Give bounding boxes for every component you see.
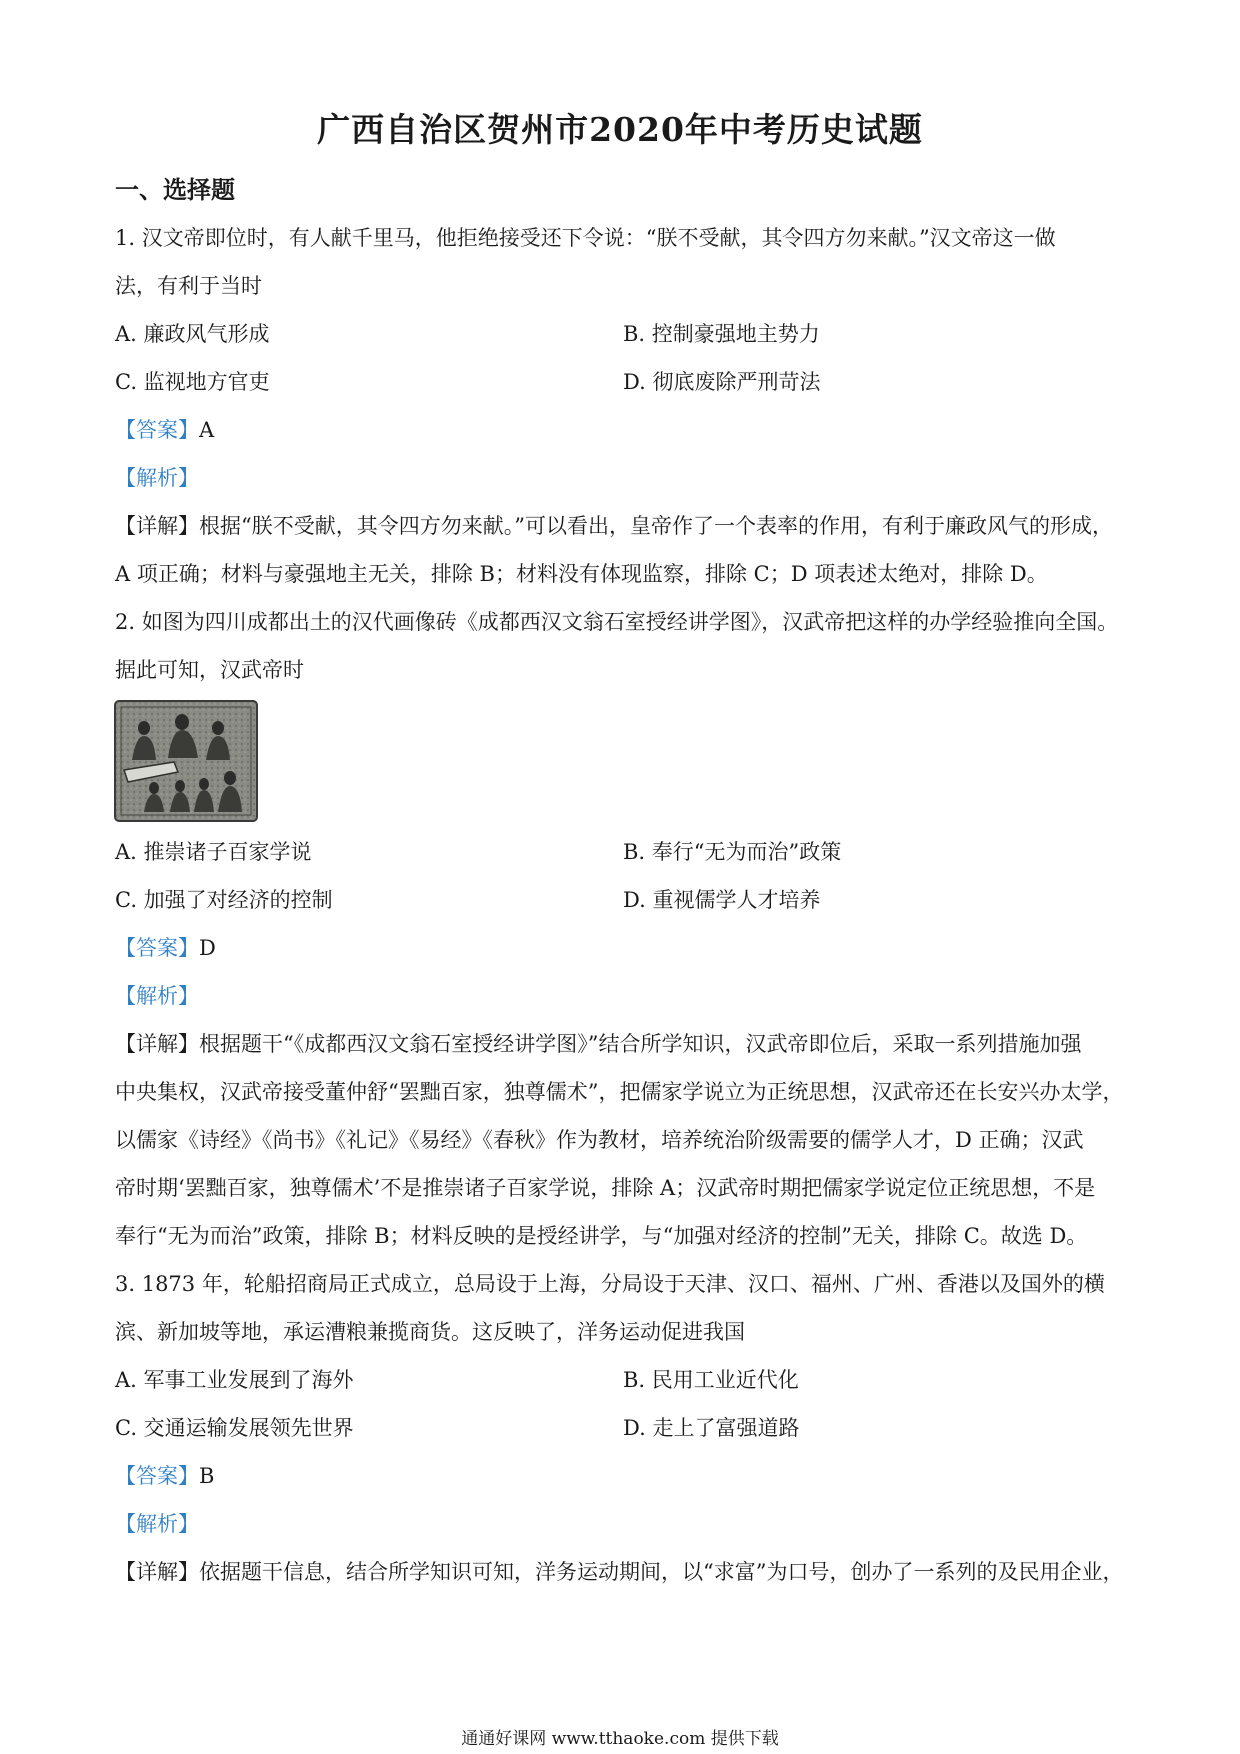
q3-stem-line-1: 3. 1873 年，轮船招商局正式成立，总局设于上海，分局设于天津、汉口、福州、广州、香港以及国外的横 <box>115 1272 1105 1296</box>
q2-option-a: A. 推崇诸子百家学说 <box>115 840 312 864</box>
analysis-tag: 【解析】 <box>115 984 199 1008</box>
detail-tag: 【详解】 <box>115 514 199 538</box>
q2-analysis-heading <box>115 980 199 1010</box>
answer-tag: 【答案】 <box>115 1464 199 1488</box>
q2-detail-line-1 <box>115 1028 1081 1058</box>
q2-stem-line-1: 2. 如图为四川成都出土的汉代画像砖《成都西汉文翁石室授经讲学图》，汉武帝把这样的办学经验推向全国。 <box>115 610 1119 634</box>
q1-option-b: B. 控制豪强地主势力 <box>623 322 820 346</box>
q2-detail-line-2: 中央集权，汉武帝接受董仲舒“罢黜百家，独尊儒术”，把儒家学说立为正统思想，汉武帝还在长安兴办太学， <box>115 1080 1124 1104</box>
q1-option-c: C. 监视地方官吏 <box>115 370 270 394</box>
q3-option-d: D. 走上了富强道路 <box>623 1416 800 1440</box>
q3-answer <box>115 1460 214 1490</box>
analysis-tag: 【解析】 <box>115 1512 199 1536</box>
q2-detail-line-5: 奉行“无为而治”政策，排除 B；材料反映的是授经讲学，与“加强对经济的控制”无关，排除 C。故选 D。 <box>115 1224 1088 1248</box>
answer-tag: 【答案】 <box>115 418 199 442</box>
q1-detail-line-2: A 项正确；材料与豪强地主无关，排除 B；材料没有体现监察，排除 C；D 项表述太绝对，排除 D。 <box>115 562 1048 586</box>
q1-stem-line-2: 法，有利于当时 <box>115 274 262 298</box>
q1-answer <box>115 414 214 444</box>
q1-option-a: A. 廉政风气形成 <box>115 322 270 346</box>
q1-stem-line-1: 1. 汉文帝即位时，有人献千里马，他拒绝接受还下令说：“朕不受献，其令四方勿来献。”汉文帝这一做 <box>115 226 1056 250</box>
detail-tag: 【详解】 <box>115 1032 199 1056</box>
q2-option-c: C. 加强了对经济的控制 <box>115 888 333 912</box>
q2-option-b: B. 奉行“无为而治”政策 <box>623 840 842 864</box>
answer-tag: 【答案】 <box>115 936 199 960</box>
answer-value: B <box>199 1464 215 1488</box>
analysis-tag: 【解析】 <box>115 466 199 490</box>
q3-option-b: B. 民用工业近代化 <box>623 1368 799 1392</box>
footer-source: 通通好课网 www.tthaoke.com 提供下载 <box>461 1729 779 1749</box>
q3-analysis-heading <box>115 1508 199 1538</box>
section-heading: 一、选择题 <box>115 175 235 204</box>
q2-stem-line-2: 据此可知，汉武帝时 <box>115 658 304 682</box>
detail-text: 根据题干“《成都西汉文翁石室授经讲学图》”结合所学知识，汉武帝即位后，采取一系列措施加强 <box>199 1032 1082 1056</box>
detail-text: 依据题干信息，结合所学知识可知，洋务运动期间，以“求富”为口号，创办了一系列的及民用企业， <box>199 1560 1124 1584</box>
q2-answer <box>115 932 216 962</box>
q3-option-a: A. 军事工业发展到了海外 <box>115 1368 354 1392</box>
q1-option-d: D. 彻底废除严刑苛法 <box>623 370 821 394</box>
answer-value: A <box>199 418 215 442</box>
q3-stem-line-2: 滨、新加坡等地，承运漕粮兼揽商货。这反映了，洋务运动促进我国 <box>115 1320 745 1344</box>
q2-detail-line-3: 以儒家《诗经》《尚书》《礼记》《易经》《春秋》作为教材，培养统治阶级需要的儒学人才，D 正确；汉武 <box>115 1128 1084 1152</box>
brick-relief-image <box>114 700 258 822</box>
q3-detail-line-1 <box>115 1556 1123 1586</box>
q2-detail-line-4: 帝时期‘罢黜百家，独尊儒术’不是推崇诸子百家学说，排除 A；汉武帝时期把儒家学说定位正统思想，不是 <box>115 1176 1096 1200</box>
q3-option-c: C. 交通运输发展领先世界 <box>115 1416 354 1440</box>
page-title: 广西自治区贺州市2020年中考历史试题 <box>317 110 923 149</box>
detail-text: 根据“朕不受献，其令四方勿来献。”可以看出，皇帝作了一个表率的作用，有利于廉政风气的形成， <box>199 514 1113 538</box>
q1-detail-line-1 <box>115 510 1113 540</box>
q2-option-d: D. 重视儒学人才培养 <box>623 888 821 912</box>
detail-tag: 【详解】 <box>115 1560 199 1584</box>
q1-analysis-heading <box>115 462 199 492</box>
answer-value: D <box>199 936 216 960</box>
